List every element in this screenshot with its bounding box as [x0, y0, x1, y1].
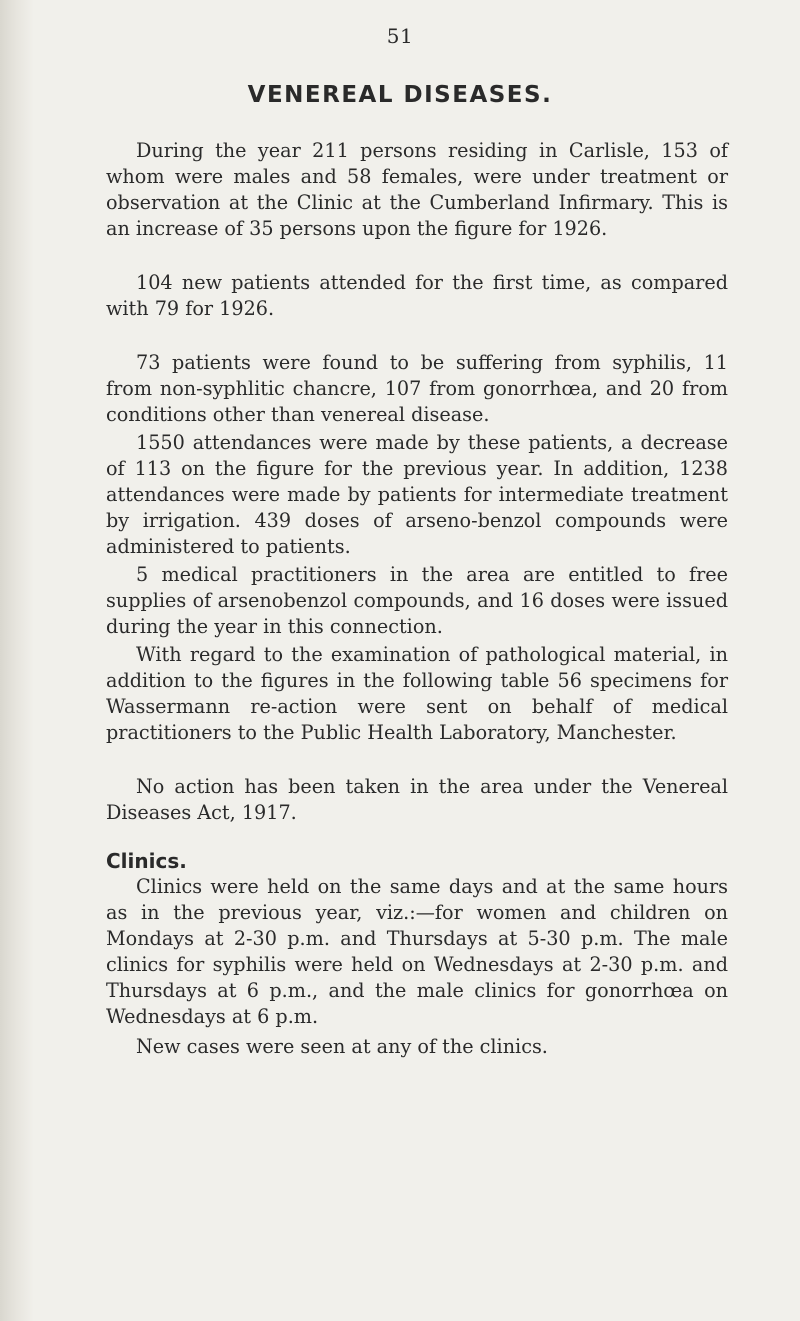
body-text-3 — [106, 350, 728, 428]
body-text — [106, 138, 728, 242]
page-shadow-edge — [0, 0, 34, 1321]
paragraph-new-patients: 104 new patients attended for the first time, as compared with 79 for 1926. — [106, 271, 728, 320]
paragraph-venereal-act: No action has been taken in the area under the Venereal Diseases Act, 1917. — [106, 775, 728, 824]
body-text-7 — [106, 774, 728, 826]
paragraph-practitioners: 5 medical practitioners in the area are entitled to free supplies of arsenobenzol compounds, and 16 doses were issued during the year in this connection. — [106, 563, 728, 638]
body-text-4 — [106, 430, 728, 560]
clinics-section-2 — [106, 1034, 728, 1060]
paragraph-clinic-times: Clinics were held on the same days and at the same hours as in the previous year, viz.:—for women and children on Mondays at 2-30 p.m. and Thursdays at 5-30 p.m. The male clinics for syphilis were held on Wednesdays at 2-30 p.m. and Thursdays at 6 p.m., and the male clinics for gonorrhœa on Wednesdays at 6 p.m. — [106, 875, 728, 1028]
clinics-heading: Clinics. — [106, 849, 187, 873]
page-number: 51 — [386, 24, 414, 48]
paragraph-pathological: With regard to the examination of pathological material, in addition to the figures in the following table 56 specimens for Wassermann re-action were sent on behalf of medical practitioners to the Public Health Laboratory, Manchester. — [106, 643, 728, 744]
body-text-5 — [106, 562, 728, 640]
paragraph-persons-treated: During the year 211 persons residing in Carlisle, 153 of whom were males and 58 females, were under treatment or observation at the Clinic at the Cumberland Infirmary. This is an increase of 35 persons upon the figure for 1926. — [106, 139, 728, 240]
clinics-section — [106, 848, 728, 1030]
paragraph-diagnoses: 73 patients were found to be suffering from syphilis, 11 from non-syphlitic chancre, 107 from gonorrhœa, and 20 from conditions other than venereal disease. — [106, 351, 728, 426]
body-text-6 — [106, 642, 728, 746]
paragraph-new-cases: New cases were seen at any of the clinics. — [136, 1035, 548, 1058]
page-title: VENEREAL DISEASES. — [247, 82, 553, 108]
body-text-2 — [106, 270, 728, 322]
paragraph-attendances: 1550 attendances were made by these patients, a decrease of 113 on the figure for the previous year. In addition, 1238 attendances were made by patients for intermediate treatment by irrigation. 439 doses of arseno-benzol compounds were administered to patients. — [106, 431, 728, 558]
